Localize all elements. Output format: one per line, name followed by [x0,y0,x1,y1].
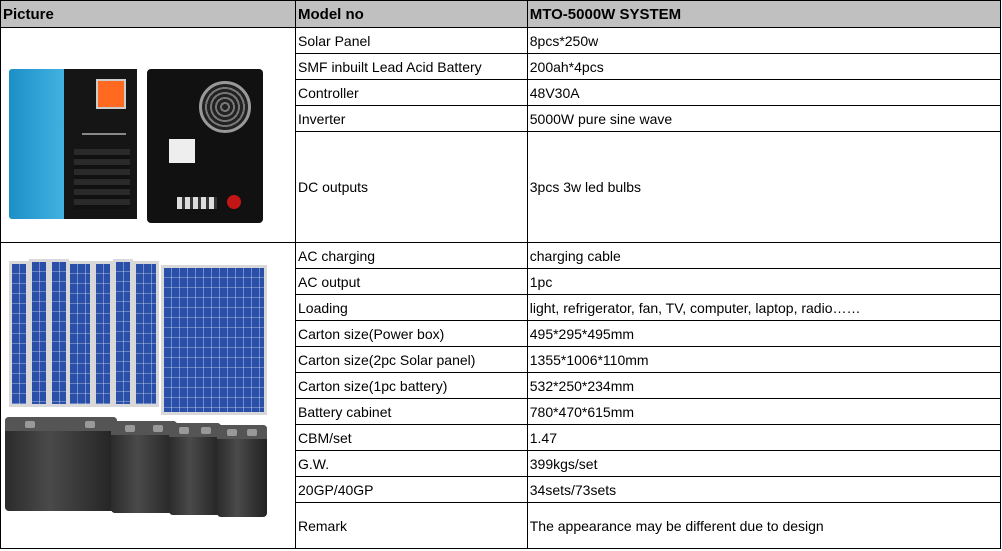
row-label: DC outputs [296,132,528,243]
row-value: 1.47 [527,425,1000,451]
solar-panel-image [9,261,29,407]
fan-icon [199,81,251,133]
sine-wave-icon [82,133,126,135]
row-value: 34sets/73sets [527,477,1000,503]
solar-panel-image [67,261,93,407]
lcd-screen-icon [96,79,126,109]
power-unit-images [1,29,295,241]
row-value: 5000W pure sine wave [527,106,1000,132]
row-label: Loading [296,295,528,321]
header-model-value: MTO-5000W SYSTEM [527,1,1000,28]
row-label: Solar Panel [296,28,528,54]
row-label: SMF inbuilt Lead Acid Battery [296,54,528,80]
row-value: The appearance may be different due to design [527,503,1000,549]
row-value: 1pc [527,269,1000,295]
row-label: CBM/set [296,425,528,451]
row-label: Controller [296,80,528,106]
row-value: 399kgs/set [527,451,1000,477]
panels-batteries-picture-cell [1,243,296,549]
row-value: light, refrigerator, fan, TV, computer, laptop, radio…… [527,295,1000,321]
row-value: 48V30A [527,80,1000,106]
panels-batteries-images [1,243,295,548]
row-label: Battery cabinet [296,399,528,425]
table-row [1,243,1001,269]
row-value: charging cable [527,243,1000,269]
power-unit-back-image [147,69,263,223]
row-value: 200ah*4pcs [527,54,1000,80]
row-value: 1355*1006*110mm [527,347,1000,373]
battery-image [5,417,117,511]
row-value: 495*295*495mm [527,321,1000,347]
row-label: Inverter [296,106,528,132]
header-model-no: Model no [296,1,528,28]
battery-image [169,423,221,515]
row-value: 3pcs 3w led bulbs [527,132,1000,243]
battery-image [111,421,177,513]
row-label: Carton size(2pc Solar panel) [296,347,528,373]
solar-panel-image [29,259,49,407]
row-value: 8pcs*250w [527,28,1000,54]
solar-panel-image [161,265,267,415]
solar-panel-image [49,259,69,407]
row-label: 20GP/40GP [296,477,528,503]
row-label: Carton size(Power box) [296,321,528,347]
row-label: AC charging [296,243,528,269]
power-unit-front-image [9,69,137,219]
battery-image [217,425,267,517]
row-label: Carton size(1pc battery) [296,373,528,399]
solar-panel-image [133,261,159,407]
row-label: G.W. [296,451,528,477]
solar-panel-image [113,259,133,407]
power-unit-picture-cell [1,28,296,243]
header-picture: Picture [1,1,296,28]
row-label: AC output [296,269,528,295]
row-value: 780*470*615mm [527,399,1000,425]
table-row [1,28,1001,54]
solar-panel-image [93,261,113,407]
row-label: Remark [296,503,528,549]
header-row [1,1,1001,28]
row-value: 532*250*234mm [527,373,1000,399]
